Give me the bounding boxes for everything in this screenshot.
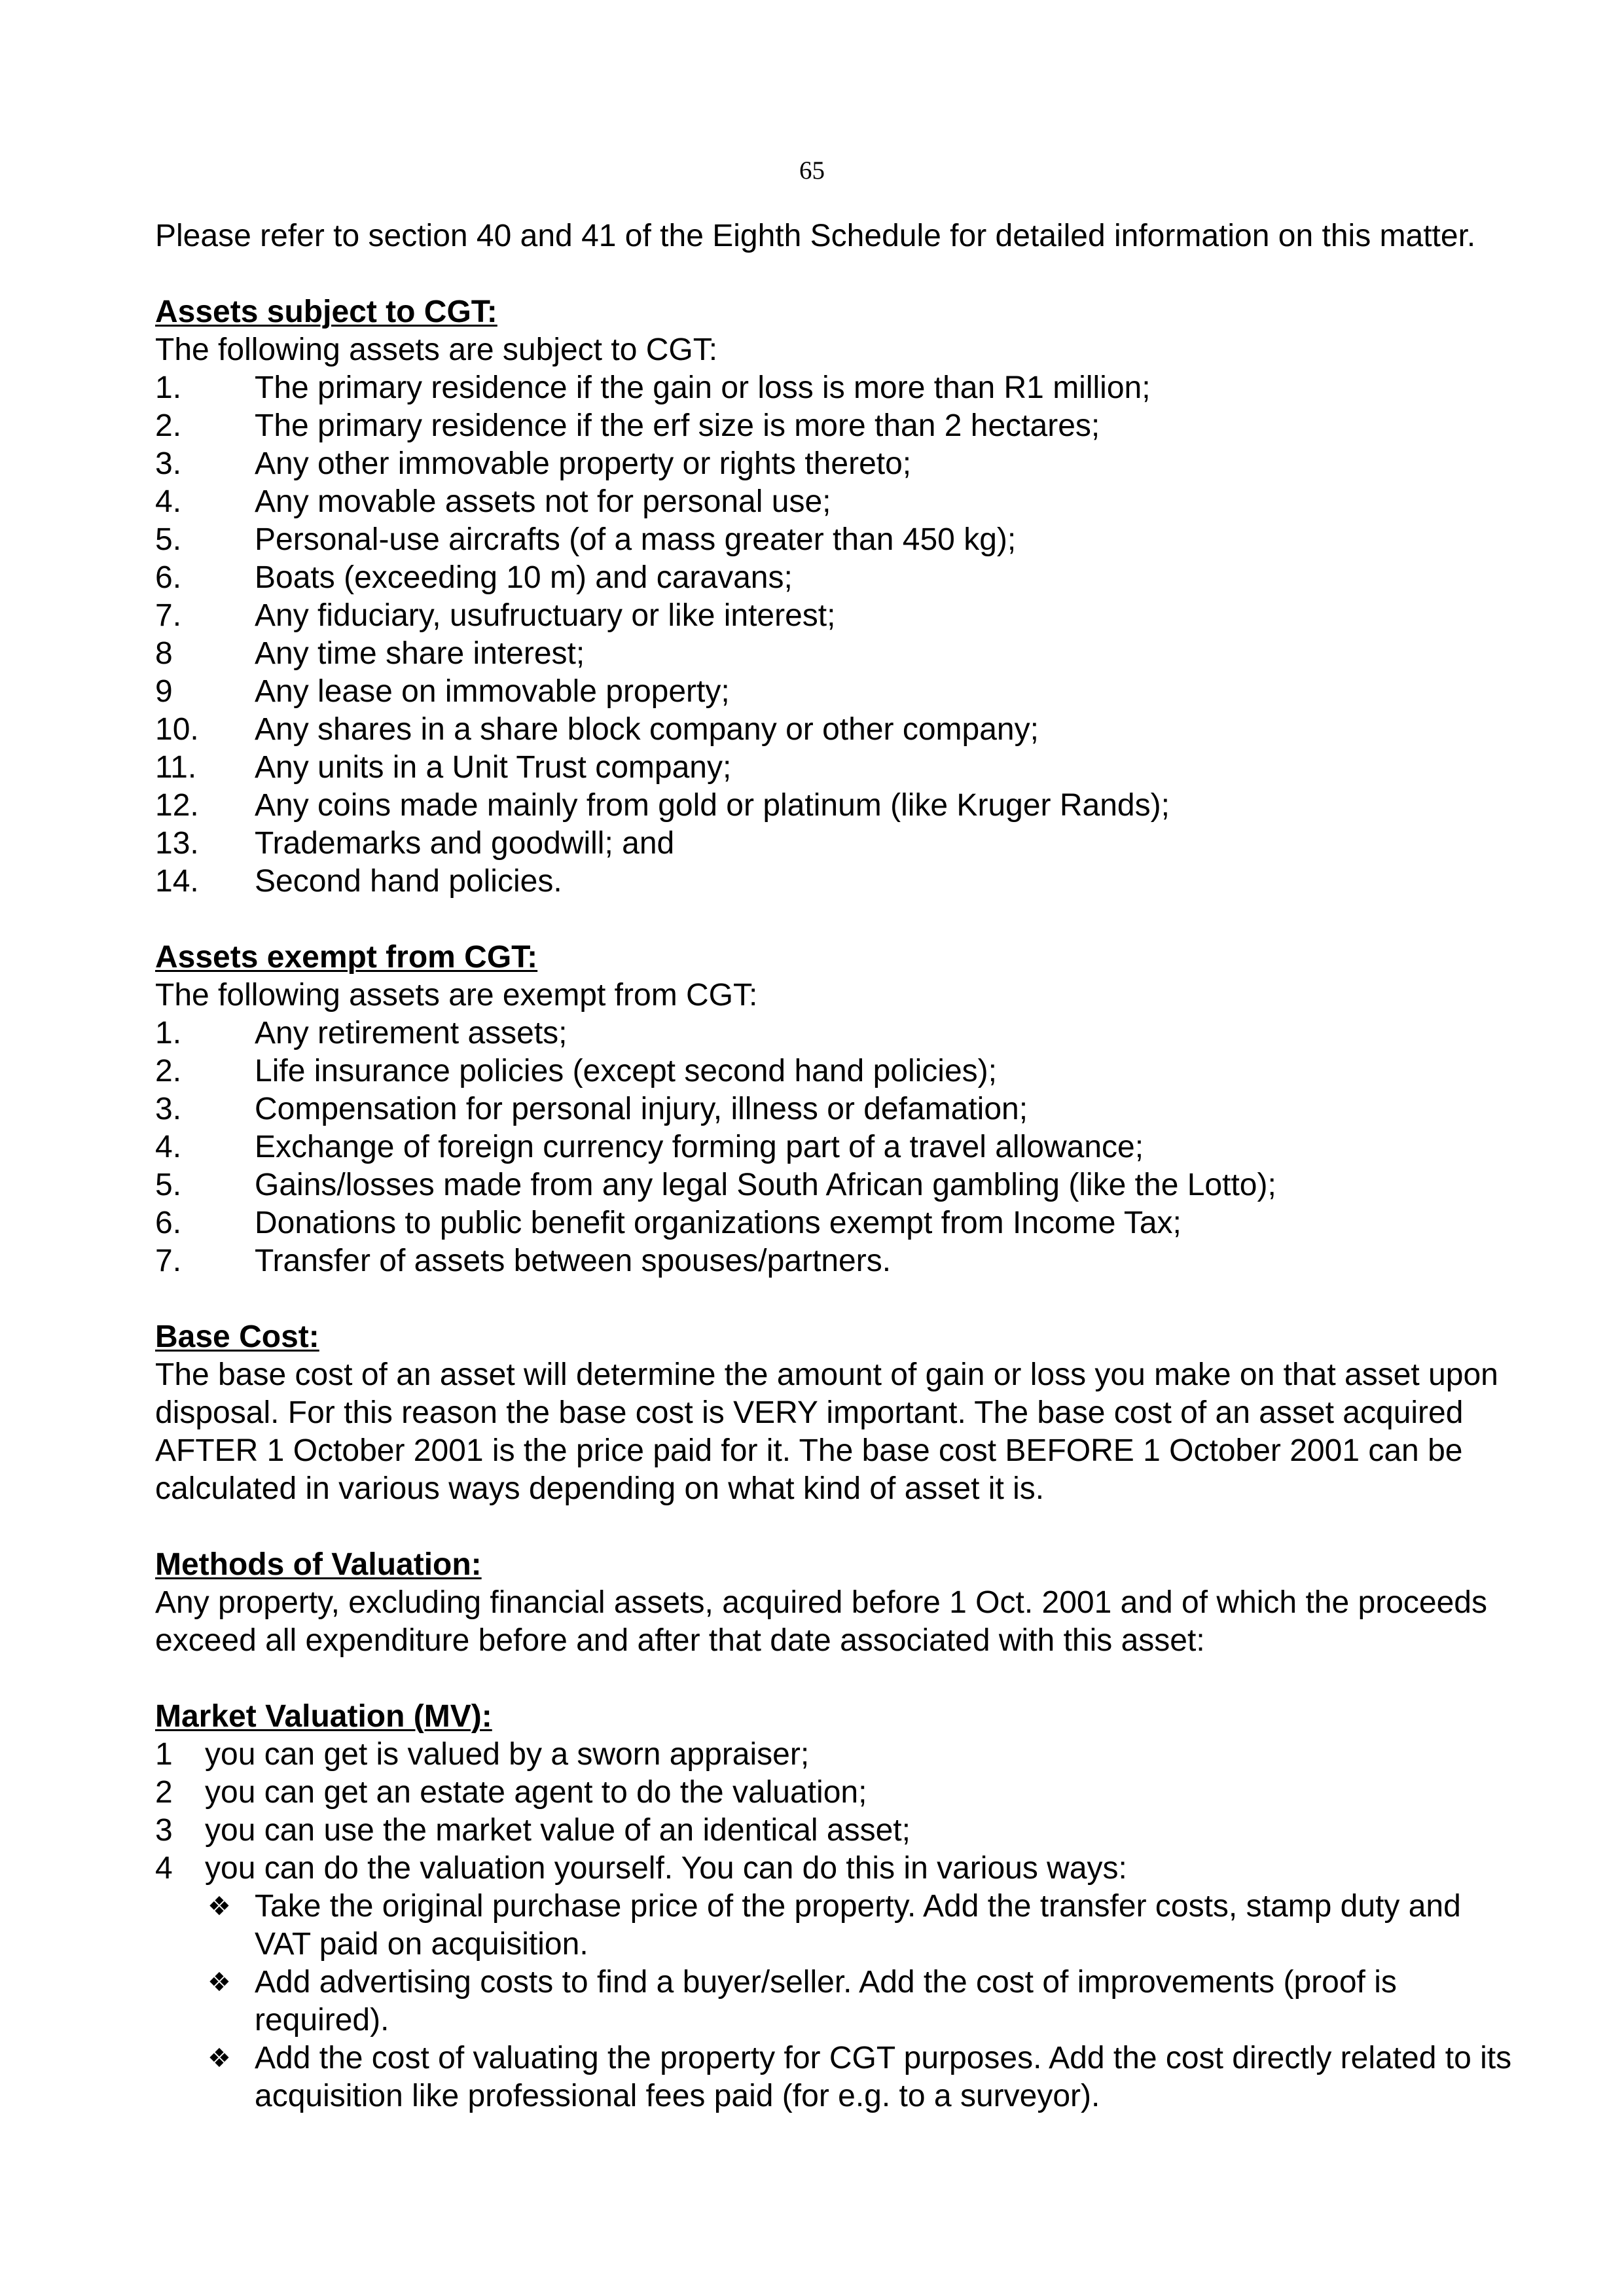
list-number: 10. xyxy=(155,712,199,747)
list-item xyxy=(155,1204,1517,1242)
list-number: 9 xyxy=(155,674,173,709)
list-number: 4. xyxy=(155,484,182,519)
list-number: 1 xyxy=(155,1737,173,1772)
list-item xyxy=(155,825,1517,863)
list-number: 3. xyxy=(155,1092,182,1126)
bullet-item xyxy=(205,1964,1517,2039)
list-text: Any coins made mainly from gold or platinum (like Kruger Rands); xyxy=(255,788,1170,823)
subject-list xyxy=(155,369,1517,901)
list-item xyxy=(155,673,1517,711)
list-text: Any other immovable property or rights thereto; xyxy=(255,446,912,481)
bullet-text: Add advertising costs to find a buyer/seller. Add the cost of improvements (proof is required). xyxy=(255,1965,1397,2037)
list-number: 12. xyxy=(155,788,199,823)
list-item xyxy=(155,1166,1517,1204)
list-number: 2 xyxy=(155,1775,173,1810)
list-number: 13. xyxy=(155,826,199,861)
list-text: Trademarks and goodwill; and xyxy=(255,826,675,861)
list-number: 4 xyxy=(155,1851,173,1886)
list-number: 3. xyxy=(155,446,182,481)
list-text: you can get an estate agent to do the valuation; xyxy=(205,1775,867,1810)
list-text: Second hand policies. xyxy=(255,864,562,899)
list-text: Any movable assets not for personal use; xyxy=(255,484,831,519)
list-number: 2. xyxy=(155,1054,182,1088)
market-bullets xyxy=(205,1888,1517,2115)
bullet-item xyxy=(205,2039,1517,2115)
list-text: Boats (exceeding 10 m) and caravans; xyxy=(255,560,793,595)
list-text: Gains/losses made from any legal South African gambling (like the Lotto); xyxy=(255,1168,1276,1202)
section-heading-base-cost: Base Cost: xyxy=(155,1319,319,1354)
list-number: 6. xyxy=(155,1206,182,1240)
list-text: you can use the market value of an identical asset; xyxy=(205,1813,911,1848)
bullet-text: Add the cost of valuating the property for CGT purposes. Add the cost directly related to its acquisition like professional fees paid (for e.g. to a surveyor). xyxy=(255,2041,1512,2113)
section-heading-methods: Methods of Valuation: xyxy=(155,1547,482,1582)
list-text: Any time share interest; xyxy=(255,636,585,671)
spacer xyxy=(155,901,1517,939)
diamond-bullet-icon: ❖ xyxy=(208,2043,231,2073)
list-item xyxy=(155,1242,1517,1280)
section-heading-market: Market Valuation (MV): xyxy=(155,1699,492,1734)
list-number: 11. xyxy=(155,750,197,785)
base-cost-paragraph: The base cost of an asset will determine the amount of gain or loss you make on that asset upon disposal. For this reason the base cost is VERY important. The base cost of an asset acquired AFTER 1 October 2001 is the price paid for it. The base cost BEFORE 1 October 2001 can be calculated in various ways depending on what kind of asset it is. xyxy=(155,1357,1498,1506)
list-item xyxy=(155,369,1517,407)
spacer xyxy=(155,255,1517,293)
diamond-bullet-icon: ❖ xyxy=(208,1892,231,1922)
list-number: 3 xyxy=(155,1813,173,1848)
list-text: Any retirement assets; xyxy=(255,1016,568,1050)
list-text: you can get is valued by a sworn appraiser; xyxy=(205,1737,810,1772)
methods-paragraph: Any property, excluding financial assets, acquired before 1 Oct. 2001 and of which the proceeds exceed all expenditure before and after that date associated with this asset: xyxy=(155,1585,1487,1658)
list-text: Any fiduciary, usufructuary or like interest; xyxy=(255,598,836,633)
list-item xyxy=(155,1052,1517,1090)
bullet-item xyxy=(205,1888,1517,1964)
list-text: you can do the valuation yourself. You can do this in various ways: xyxy=(205,1851,1127,1886)
list-item xyxy=(155,1850,1517,1888)
list-text: Transfer of assets between spouses/partners. xyxy=(255,1244,892,1278)
list-item xyxy=(155,1014,1517,1052)
section-heading-exempt: Assets exempt from CGT: xyxy=(155,940,538,975)
list-number: 5. xyxy=(155,522,182,557)
page-number: 65 xyxy=(799,156,825,185)
list-text: The primary residence if the erf size is more than 2 hectares; xyxy=(255,408,1100,443)
list-number: 5. xyxy=(155,1168,182,1202)
page-content xyxy=(155,217,1517,2115)
list-text: Compensation for personal injury, illness or defamation; xyxy=(255,1092,1028,1126)
list-item xyxy=(155,711,1517,749)
list-number: 6. xyxy=(155,560,182,595)
list-text: Life insurance policies (except second hand policies); xyxy=(255,1054,997,1088)
list-item xyxy=(155,635,1517,673)
list-item xyxy=(155,1128,1517,1166)
exempt-list xyxy=(155,1014,1517,1280)
list-item xyxy=(155,483,1517,521)
list-number: 7. xyxy=(155,598,182,633)
section-lead-exempt: The following assets are exempt from CGT: xyxy=(155,978,758,1013)
list-text: Personal-use aircrafts (of a mass greater than 450 kg); xyxy=(255,522,1017,557)
diamond-bullet-icon: ❖ xyxy=(208,1967,231,1998)
list-number: 1. xyxy=(155,1016,182,1050)
list-number: 7. xyxy=(155,1244,182,1278)
list-item xyxy=(155,407,1517,445)
list-text: Any lease on immovable property; xyxy=(255,674,730,709)
section-heading-subject: Assets subject to CGT: xyxy=(155,295,497,329)
list-item xyxy=(155,559,1517,597)
spacer xyxy=(155,1508,1517,1546)
list-item xyxy=(155,521,1517,559)
spacer xyxy=(155,1660,1517,1698)
market-list xyxy=(155,1736,1517,1888)
list-item xyxy=(155,863,1517,901)
list-number: 14. xyxy=(155,864,199,899)
list-text: Any shares in a share block company or other company; xyxy=(255,712,1039,747)
section-lead-subject: The following assets are subject to CGT: xyxy=(155,332,718,367)
list-number: 1. xyxy=(155,370,182,405)
list-item xyxy=(155,445,1517,483)
list-item xyxy=(155,1736,1517,1774)
list-text: Donations to public benefit organizations exempt from Income Tax; xyxy=(255,1206,1182,1240)
intro-paragraph: Please refer to section 40 and 41 of the Eighth Schedule for detailed information on this matter. xyxy=(155,219,1476,253)
spacer xyxy=(155,1280,1517,1318)
list-number: 8 xyxy=(155,636,173,671)
bullet-text: Take the original purchase price of the property. Add the transfer costs, stamp duty and VAT paid on acquisition. xyxy=(255,1889,1461,1962)
list-number: 2. xyxy=(155,408,182,443)
list-text: Any units in a Unit Trust company; xyxy=(255,750,732,785)
list-text: The primary residence if the gain or loss is more than R1 million; xyxy=(255,370,1151,405)
list-item xyxy=(155,597,1517,635)
list-item xyxy=(155,1090,1517,1128)
list-item xyxy=(155,787,1517,825)
list-number: 4. xyxy=(155,1130,182,1164)
list-text: Exchange of foreign currency forming part of a travel allowance; xyxy=(255,1130,1144,1164)
list-item xyxy=(155,749,1517,787)
list-item xyxy=(155,1774,1517,1812)
list-item xyxy=(155,1812,1517,1850)
